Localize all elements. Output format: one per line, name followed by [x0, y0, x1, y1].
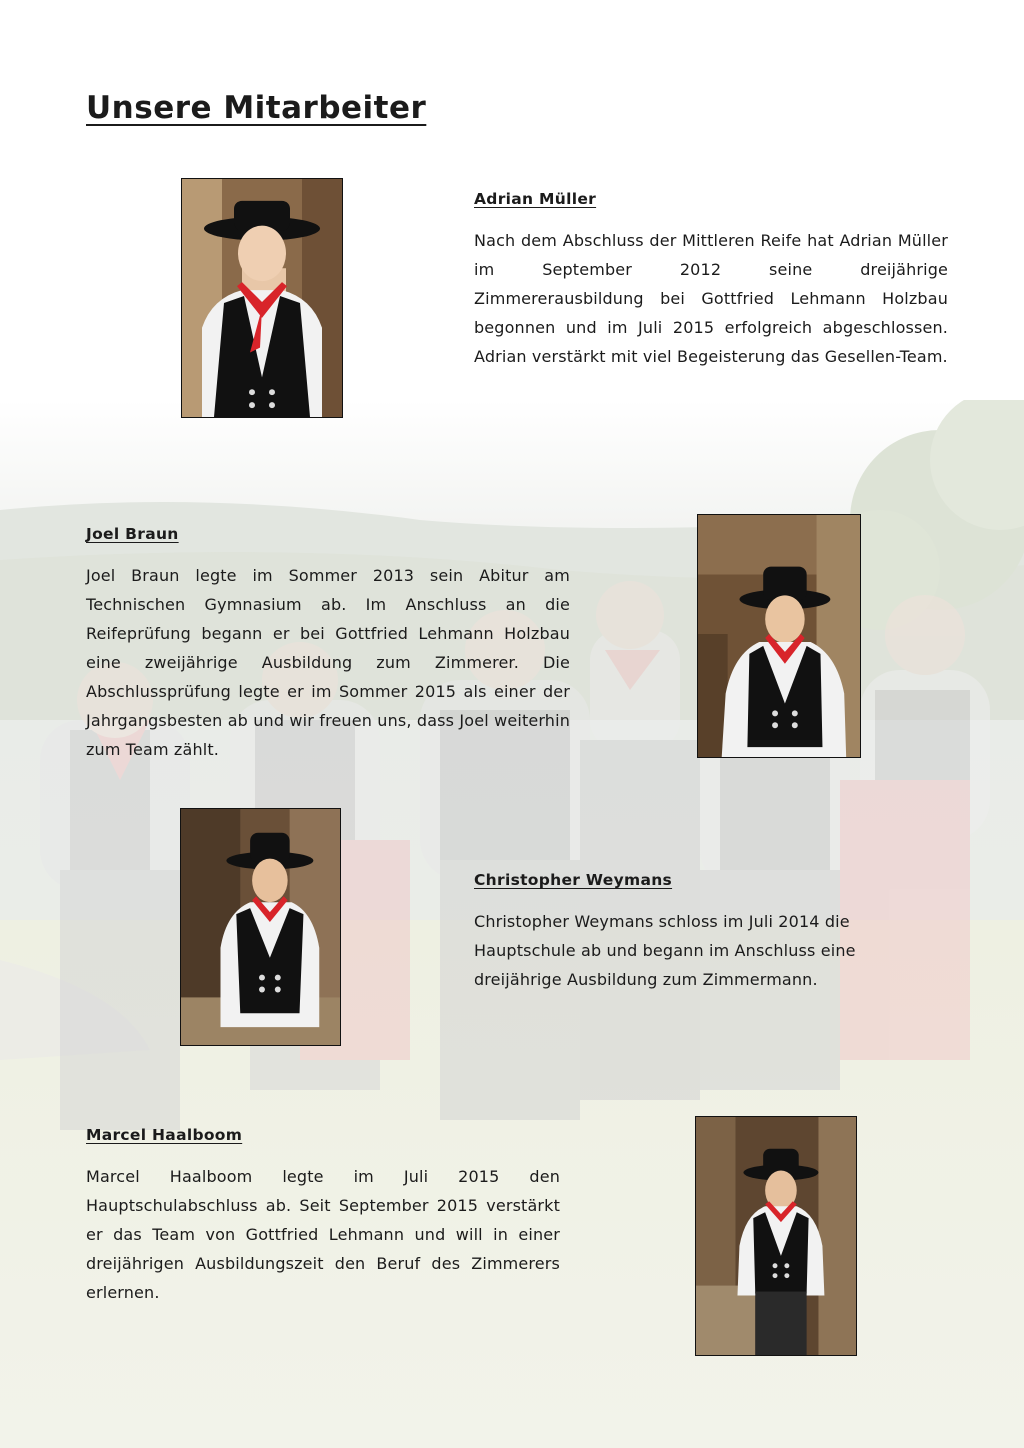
- portrait-joel-braun: [697, 514, 861, 758]
- page-title: Unsere Mitarbeiter: [86, 90, 427, 126]
- portrait-christopher-weymans: [180, 808, 341, 1046]
- employee-section-joel-braun: [86, 525, 570, 764]
- employee-section-christopher-weymans: [474, 871, 948, 994]
- employee-name: Christopher Weymans: [474, 871, 673, 889]
- employee-name: Joel Braun: [86, 525, 179, 543]
- employee-bio: Marcel Haalboom legte im Juli 2015 den Hauptschulabschluss ab. Seit September 2015 verstärkt er das Team von Gottfried Lehmann und will in einer dreijährigen Ausbildungszeit den Beruf des Zimmerers erlernen.: [86, 1167, 560, 1302]
- employee-bio: Christopher Weymans schloss im Juli 2014 die Hauptschule ab und begann im Anschluss eine dreijährige Ausbildung zum Zimmermann.: [474, 912, 856, 989]
- employee-section-adrian-mueller: [474, 190, 948, 371]
- employee-section-marcel-haalboom: [86, 1126, 560, 1307]
- employee-name: Adrian Müller: [474, 190, 597, 208]
- portrait-adrian-mueller: [181, 178, 343, 418]
- portrait-marcel-haalboom: [695, 1116, 857, 1356]
- employee-bio: Nach dem Abschluss der Mittleren Reife hat Adrian Müller im September 2012 seine dreijährige Zimmererausbildung bei Gottfried Lehmann Holzbau begonnen und im Juli 2015 erfolgreich abgeschlossen. Adrian verstärkt mit viel Begeisterung das Gesellen-Team.: [474, 231, 948, 366]
- employee-name: Marcel Haalboom: [86, 1126, 243, 1144]
- employee-bio: Joel Braun legte im Sommer 2013 sein Abitur am Technischen Gymnasium ab. Im Anschluss an die Reifeprüfung begann er bei Gottfried Lehmann Holzbau eine zweijährige Ausbildung zum Zimmerer. Die Abschlussprüfung legte er im Sommer 2015 als einer der Jahrgangsbesten ab und wir freuen uns, dass Joel weiterhin zum Team zählt.: [86, 566, 570, 759]
